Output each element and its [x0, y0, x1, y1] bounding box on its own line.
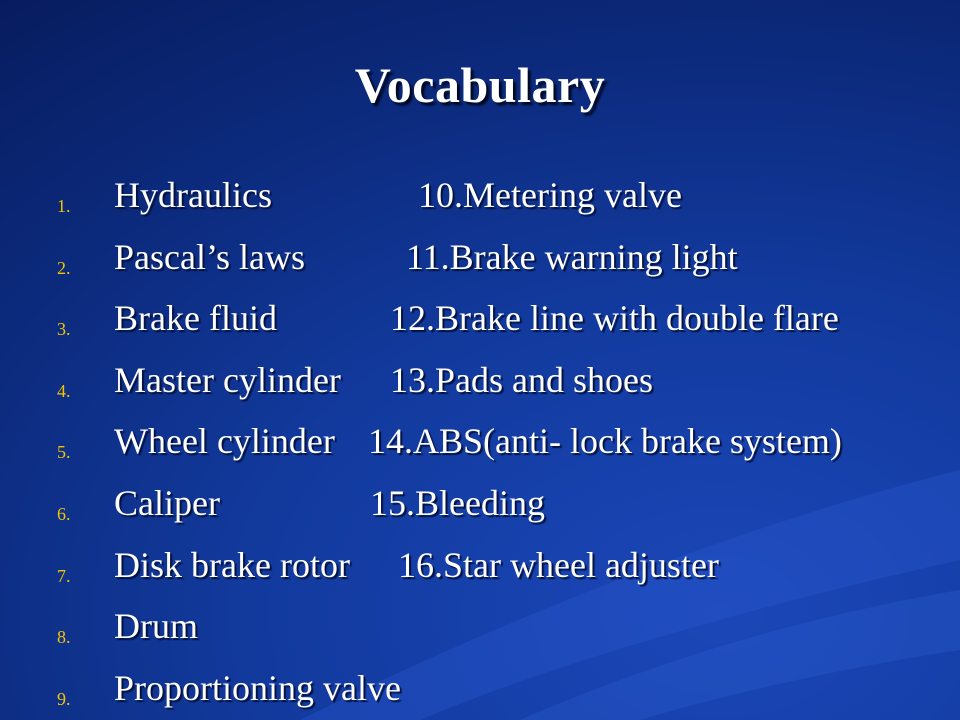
- term: Master cylinder: [114, 359, 341, 400]
- item-number: 5.: [57, 442, 71, 463]
- list-item: [0, 236, 960, 298]
- term-right: 12.Brake line with double flare: [390, 298, 839, 339]
- term: Brake fluid: [114, 298, 277, 339]
- term: Caliper: [114, 482, 220, 523]
- item-number: 4.: [57, 380, 71, 401]
- term: Drum: [114, 606, 198, 647]
- term-right: 14.ABS(anti- lock brake system): [368, 421, 842, 462]
- term: Pascal’s laws: [114, 236, 305, 277]
- list-item: [0, 605, 960, 667]
- item-number: 7.: [57, 565, 71, 586]
- list-item: [0, 482, 960, 544]
- term-right: 13.Pads and shoes: [390, 359, 653, 400]
- item-number: 3.: [57, 319, 71, 340]
- item-number: 2.: [57, 257, 71, 278]
- item-number: 8.: [57, 627, 71, 648]
- list-item: [0, 667, 960, 720]
- list-item: [0, 544, 960, 606]
- item-number: 6.: [57, 503, 71, 524]
- list-item: [0, 359, 960, 421]
- list-item: [0, 174, 960, 236]
- term: Wheel cylinder: [114, 421, 335, 462]
- term-right: 15.Bleeding: [370, 482, 545, 523]
- term: Proportioning valve: [114, 667, 401, 708]
- slide-title: Vocabulary: [354, 57, 606, 113]
- list-item: [0, 420, 960, 482]
- term-right: 16.Star wheel adjuster: [398, 544, 719, 585]
- term: Disk brake rotor: [114, 544, 350, 585]
- term-right: 11.Brake warning light: [406, 236, 738, 277]
- term-right: 10.Metering valve: [418, 175, 682, 215]
- item-number: 1.: [57, 196, 71, 216]
- item-number: 9.: [57, 688, 71, 709]
- vocabulary-list: [0, 174, 960, 720]
- term: Hydraulics: [114, 175, 272, 215]
- list-item: [0, 297, 960, 359]
